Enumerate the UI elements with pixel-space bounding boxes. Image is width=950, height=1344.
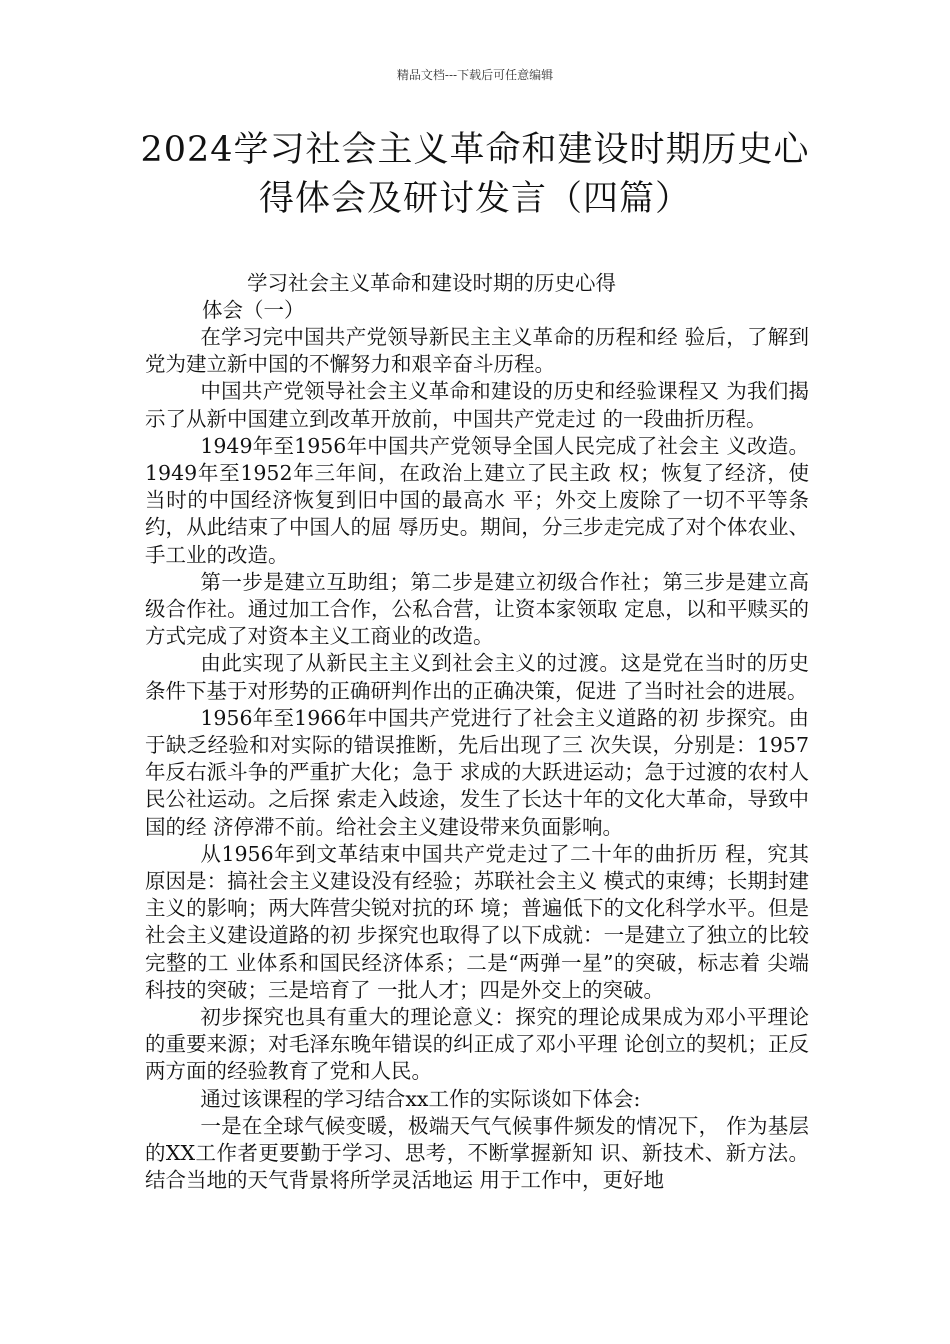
paragraph: 从1956年到文革结束中国共产党走过了二十年的曲折历 程，究其原因是：搞社会主义建设没有经验；苏联社会主义 模式的束缚；长期封建主义的影响；两大阵营尖锐对抗的环 境；普遍低下的文化科学水平。但是社会主义建设道路的初 步探究也取得了以下成就：一是建立了独立的比较完整的工 业体系和国民经济体系；二是“两弹一星”的突破，标志着 尖端科技的突破；三是培育了 一批人才；四是外交上的突破。 xyxy=(145,841,809,1002)
page-header: 精品文档---下载后可任意编辑 xyxy=(396,68,554,82)
paragraph: 1949年至1956年中国共产党领导全国人民完成了社会主 义改造。1949年至1952年三年间，在政治上建立了民主政 权；恢复了经济，使当时的中国经济恢复到旧中国的最高水 平；外交上废除了一切不平等条约，从此结束了中国人的屈 辱历史。期间，分三步走完成了对个体农业、手工业的改造。 xyxy=(145,433,809,567)
paragraph: 1956年至1966年中国共产党进行了社会主义道路的初 步探究。由于缺乏经验和对实际的错误推断，先后出现了三 次失误，分别是：1957年反右派斗争的严重扩大化；急于 求成的大跃进运动；急于过渡的农村人民公社运动。之后探 索走入歧途，发生了长达十年的文化大革命，导致中国的经 济停滞不前。给社会主义建设带来负面影响。 xyxy=(145,705,809,839)
paragraph: 中国共产党领导社会主义革命和建设的历史和经验课程又 为我们揭示了从新中国建立到改革开放前，中国共产党走过 的一段曲折历程。 xyxy=(145,379,809,431)
paragraph: 初步探究也具有重大的理论意义：探究的理论成果成为邓小平理论的重要来源；对毛泽东晚年错误的纠正成了邓小平理 论创立的契机；正反两方面的经验教育了党和人民。 xyxy=(145,1005,809,1084)
paragraph: 通过该课程的学习结合xx工作的实际谈如下体会: xyxy=(200,1086,641,1111)
paragraph: 第一步是建立互助组；第二步是建立初级合作社；第三步是建立高级合作社。通过加工合作，公私合营，让资本家领取 定息，以和平赎买的方式完成了对资本主义工商业的改造。 xyxy=(145,569,809,649)
document-title-line-2: 得体会及研讨发言（四篇） xyxy=(258,179,691,219)
document-body xyxy=(145,324,809,1195)
paragraph: 在学习完中国共产党领导新民主主义革命的历程和经 验后，了解到党为建立新中国的不懈努力和艰辛奋斗历程。 xyxy=(145,325,809,377)
section-title xyxy=(202,270,616,324)
document-title-line-1: 2024学习社会主义革命和建设时期历史心 xyxy=(140,130,810,170)
section-title-line-2: 体会（一） xyxy=(202,298,305,322)
paragraph: 一是在全球气候变暖，极端天气气候事件频发的情况下， 作为基层的XX工作者更要勤于学习、思考，不断掌握新知 识、新技术、新方法。结合当地的天气背景将所学灵活地运 用于工作中，更好地 xyxy=(145,1113,809,1193)
document-title xyxy=(0,126,950,224)
paragraph: 由此实现了从新民主主义到社会主义的过渡。这是党在当时的历史条件下基于对形势的正确研判作出的正确决策，促进 了当时社会的进展。 xyxy=(145,651,809,703)
section-title-line-1: 学习社会主义革命和建设时期的历史心得 xyxy=(247,271,616,295)
